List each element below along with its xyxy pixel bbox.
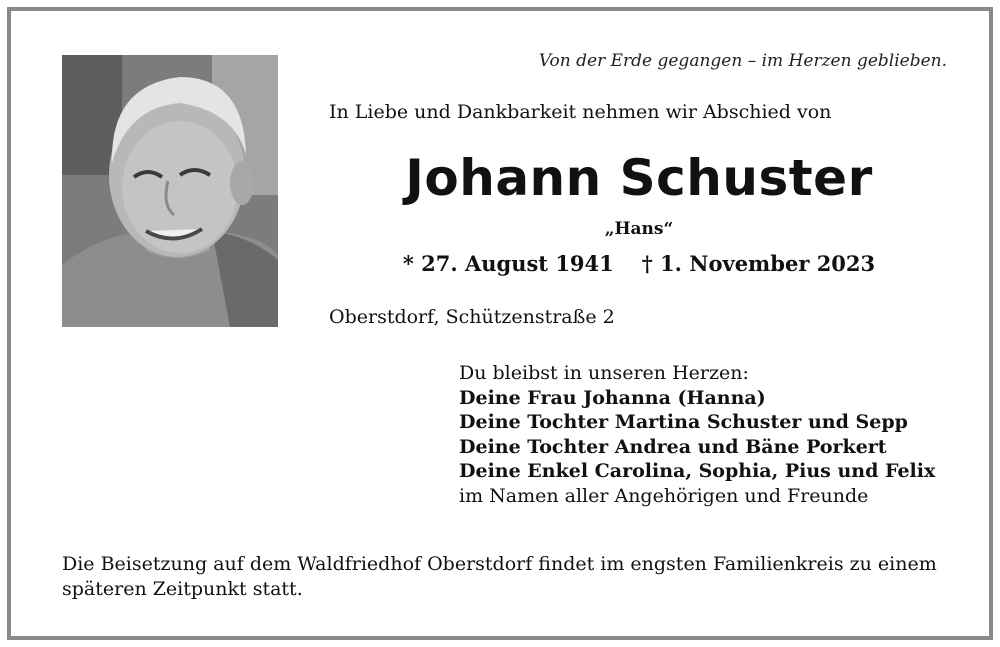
mourner-name: Deine Tochter Martina Schuster und Sepp	[459, 411, 908, 434]
obituary-frame	[7, 7, 993, 640]
mourner-name: Deine Tochter Andrea und Bäne Porkert	[459, 435, 887, 458]
mourners-closing: im Namen aller Angehörigen und Freunde	[459, 484, 869, 507]
life-dates	[329, 251, 949, 276]
birth-date: * 27. August 1941	[402, 251, 614, 276]
motto: Von der Erde gegangen – im Herzen geblieben.	[538, 51, 947, 71]
deceased-name: Johann Schuster	[405, 149, 873, 207]
mourner-name: Deine Frau Johanna (Hanna)	[459, 386, 766, 409]
portrait-photo	[62, 55, 278, 327]
address: Oberstdorf, Schützenstraße 2	[329, 306, 615, 328]
nickname: „Hans“	[604, 219, 674, 239]
funeral-notice: Die Beisetzung auf dem Waldfriedhof Oberstdorf findet im engsten Familienkreis zu einem späteren Zeitpunkt statt.	[62, 553, 937, 600]
mourners-block	[459, 361, 935, 509]
mourner-name: Deine Enkel Carolina, Sophia, Pius und Felix	[459, 460, 936, 483]
death-date: † 1. November 2023	[641, 251, 876, 276]
intro-text: In Liebe und Dankbarkeit nehmen wir Abschied von	[329, 101, 832, 123]
mourners-lead: Du bleibst in unseren Herzen:	[459, 362, 749, 384]
portrait-illustration	[62, 55, 278, 327]
